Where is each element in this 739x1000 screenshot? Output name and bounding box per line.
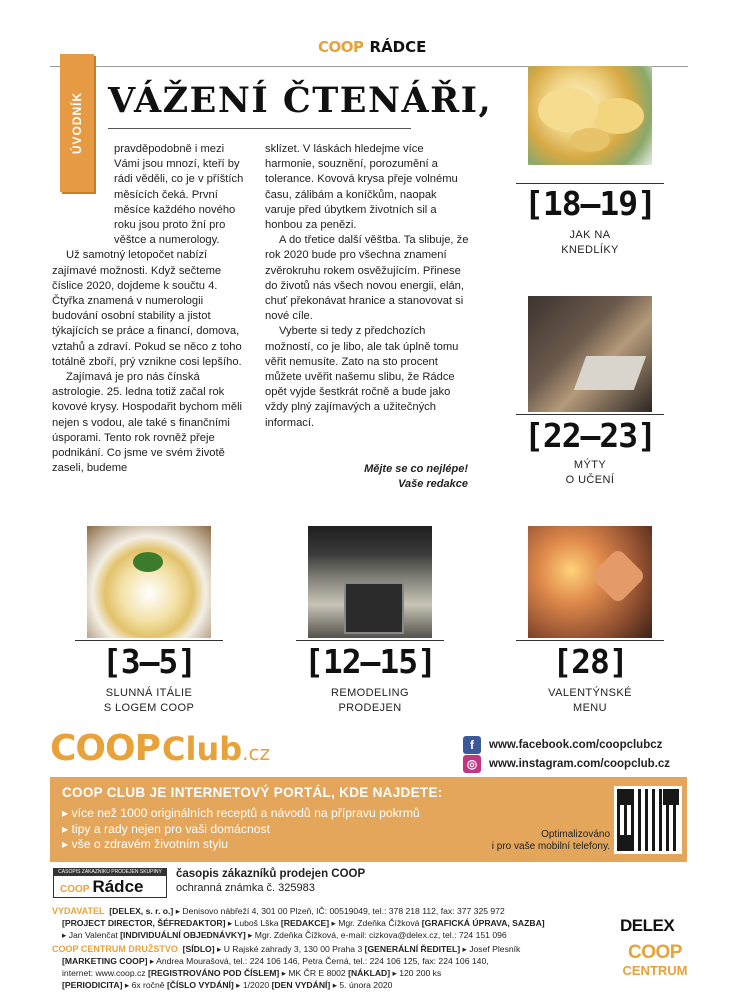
club-logo-club: Club [162, 730, 243, 768]
instagram-link[interactable] [463, 755, 670, 773]
teaser-caption [516, 228, 664, 258]
imprint-value: ▸ 6x ročně [124, 980, 165, 990]
teaser-caption [516, 458, 664, 488]
imprint-key: [GENERÁLNÍ ŘEDITEL] [364, 944, 461, 954]
imprint-key: [MARKETING COOP] [62, 956, 148, 966]
note-line: i pro vaše mobilní telefony. [491, 841, 610, 852]
list-item: ▸ více než 1000 originálních receptů a návodů na přípravu pokrmů [62, 806, 420, 822]
imprint-value: ▸ Luboš Lška [227, 918, 279, 928]
masthead-coop: COOP [60, 884, 90, 895]
imprint-value: ▸ Mgr. Zdeňka Čížková [331, 918, 420, 928]
paragraph: Vyberte si tedy z předchozích možností, co je libo, ale tak úplně tomu věřit nemusíte. Zato na sto procent můžete uvěřit našemu slibu, že Rádce opět vyjde šestkrát ročně a bude jako vždy plný zajímavých a užitečných informací. [265, 325, 459, 429]
page-range: [22–23] [523, 416, 657, 455]
caption-line: PRODEJEN [338, 702, 402, 714]
italie-photo [87, 526, 211, 638]
imprint-key: [NÁKLAD] [348, 968, 391, 978]
imprint-line [52, 944, 520, 956]
teaser-caption [75, 686, 223, 716]
radce-masthead-logo [53, 868, 167, 898]
club-logo-coop: COOP [50, 728, 161, 769]
title-rule [108, 128, 411, 129]
caption-line: O UČENÍ [565, 474, 615, 486]
note-line: Optimalizováno [541, 829, 610, 840]
imprint-key: [PROJECT DIRECTOR, ŠÉFREDAKTOR] [62, 918, 226, 928]
teaser-caption [516, 686, 664, 716]
imprint-value: ▸ 120 200 ks [392, 968, 442, 978]
myty-photo [528, 296, 652, 412]
imprint-section: COOP CENTRUM DRUŽSTVO [52, 944, 178, 954]
qr-code-pattern [617, 789, 679, 851]
instagram-icon: ◎ [463, 755, 481, 773]
imprint-line [62, 980, 392, 992]
signature [300, 462, 468, 492]
paragraph: A do třetice další věštba. Ta slibuje, že rok 2020 bude pro všechna znamení zvěrokruhu rokem osvěžujícím. Přinese do životů nás všech novou energii, elán, chuť překonávat hranice a stanovovat si nové cíle. [265, 234, 469, 323]
imprint-key: [REDAKCE] [280, 918, 330, 928]
list-item: ▸ vše o zdravém životním stylu [62, 837, 420, 853]
imprint-key: [ČÍSLO VYDÁNÍ] [166, 980, 234, 990]
instagram-url[interactable]: www.instagram.com/coopclub.cz [489, 758, 671, 770]
page-range: [28] [552, 642, 628, 681]
imprint-value: ▸ Josef Plesník [462, 944, 521, 954]
imprint-line [62, 918, 545, 930]
coop-logo-text: COOP [318, 38, 364, 56]
coop-club-logo [50, 728, 270, 769]
signature-line-1: Mějte se co nejlépe! [364, 463, 468, 475]
caption-rule [296, 640, 444, 641]
knedliky-photo [528, 66, 652, 165]
masthead-radce: Rádce [92, 877, 144, 896]
paragraph: pravděpodobně i mezi Vámi jsou mnozí, kteří by rádi věděli, co je v příštích měsících čeká. První měsíce každého nového roku jsou proto žní pro věštce a numerology. [114, 143, 244, 247]
section-tab-label: ÚVODNÍK [70, 91, 84, 155]
masthead-text [176, 868, 365, 895]
imprint-value: ▸ Denisovo nábřeží 4, 301 00 Plzeň, IČ: 00519049, tel.: 378 218 112, fax: 377 325 972 [175, 906, 505, 916]
facebook-link[interactable] [463, 736, 662, 754]
page-range: [18–19] [523, 184, 657, 223]
imprint-value: ▸ U Rajské zahrady 3, 130 00 Praha 3 [217, 944, 363, 954]
imprint-key: [INDIVIDUÁLNÍ OBJEDNÁVKY] [120, 930, 246, 940]
imprint-key: [REGISTROVÁNO POD ČÍSLEM] [147, 968, 280, 978]
masthead-line-2: ochranná známka č. 325983 [176, 881, 315, 894]
imprint-key: [GRAFICKÁ ÚPRAVA, SAZBA] [421, 918, 545, 928]
caption-line: S LOGEM COOP [103, 702, 195, 714]
imprint-line [62, 956, 489, 968]
masthead-line-1: časopis zákazníků prodejen COOP [176, 868, 366, 880]
qr-code[interactable] [614, 786, 682, 854]
caption-line: REMODELING [331, 687, 409, 699]
article-column-2 [265, 142, 469, 431]
coop-centrum-logo [622, 944, 688, 980]
teaser-caption [296, 686, 444, 716]
masthead-strip: ČASOPIS ZÁKAZNÍKŮ PRODEJEN SKUPINY [54, 869, 166, 876]
imprint-key: [SÍDLO] [182, 944, 215, 954]
prodejna-photo [308, 526, 432, 638]
caption-line: JAK NA [569, 229, 611, 241]
caption-rule [516, 640, 664, 641]
facebook-icon: f [463, 736, 481, 754]
caption-line: MÝTY [573, 459, 607, 471]
facebook-url[interactable]: www.facebook.com/coopclubcz [489, 739, 663, 751]
imprint-value: ▸ Andrea Mourašová, tel.: 224 106 146, Petra Černá, tel.: 224 106 125, fax: 224 106 140, [149, 956, 489, 966]
imprint-line [62, 930, 507, 942]
caption-rule [516, 414, 664, 415]
mobile-optimized-note [450, 829, 610, 853]
signature-line-2: Vaše redakce [398, 478, 468, 490]
caption-line: MENU [573, 702, 607, 714]
paragraph: Už samotný letopočet nabízí zajímavé možnosti. Když sečteme číslice 2020, dojdeme k součtu 4. Čtyřka znamená v numerologii budování osobní stability a jistot týkajících se práce a financí, domova, vztahů a zdraví. Pokud se něco z toho totálně zboří, prý vznikne cosi lepšího. [52, 249, 242, 368]
page-range: [3–5] [101, 642, 197, 681]
caption-line: SLUNNÁ ITÁLIE [105, 687, 193, 699]
radce-logo-text: RÁDCE [369, 38, 427, 56]
club-band-title: COOP CLUB JE INTERNETOVÝ PORTÁL, KDE NAJDETE: [62, 785, 443, 800]
imprint-line [62, 968, 441, 980]
imprint-value: ▸ Jan Valenčat [62, 930, 118, 940]
imprint-key: [DEN VYDÁNÍ] [271, 980, 331, 990]
page-range: [12–15] [303, 642, 437, 681]
imprint-value: ▸ 5. února 2020 [332, 980, 393, 990]
imprint-line [52, 906, 505, 918]
delex-logo: DELEX [620, 916, 675, 935]
caption-rule [75, 640, 223, 641]
caption-line: VALENTÝNSKÉ [548, 687, 632, 699]
paragraph: Zajímavá je pro nás čínská astrologie. 25. ledna totiž začal rok kovové krysy. Hospodařit bychom měli nejen s vodou, ale také s finančními úsporami. Tento rok rovněž přeje podnikání. Co jsme ve svém životě zaseli, budeme [52, 371, 243, 475]
imprint-value: internet: www.coop.cz [62, 968, 146, 978]
imprint-key: [PERIODICITA] [62, 980, 123, 990]
imprint-key: [DELEX, s. r. o.] [109, 906, 174, 916]
paragraph: sklízet. V láskách hledejme více harmonie, souznění, porozumění a tolerance. Kovová krysa přeje volnému času, zálibám a koníčkům, naopak varuje před úbytkem životních sil a honbou za penězi. [265, 143, 458, 232]
imprint-value: ▸ Mgr. Zdeňka Čížková, e-mail: cizkova@delex.cz, tel.: 724 151 096 [248, 930, 507, 940]
imprint-value: ▸ MK ČR E 8002 [281, 968, 346, 978]
list-item: ▸ tipy a rady nejen pro vaši domácnost [62, 822, 420, 838]
imprint-value: ▸ 1/2020 [236, 980, 270, 990]
centrum-logo-coop: COOP [628, 942, 682, 963]
magazine-logo [318, 38, 426, 56]
caption-line: KNEDLÍKY [561, 244, 619, 256]
article-column-1 [52, 142, 248, 476]
club-logo-cz: .cz [242, 741, 271, 765]
valentyn-photo [528, 526, 652, 638]
centrum-logo-centrum: CENTRUM [622, 963, 688, 978]
page-title: VÁŽENÍ ČTENÁŘI, [108, 80, 493, 121]
imprint-section: VYDAVATEL [52, 906, 105, 916]
club-feature-list [62, 806, 420, 853]
